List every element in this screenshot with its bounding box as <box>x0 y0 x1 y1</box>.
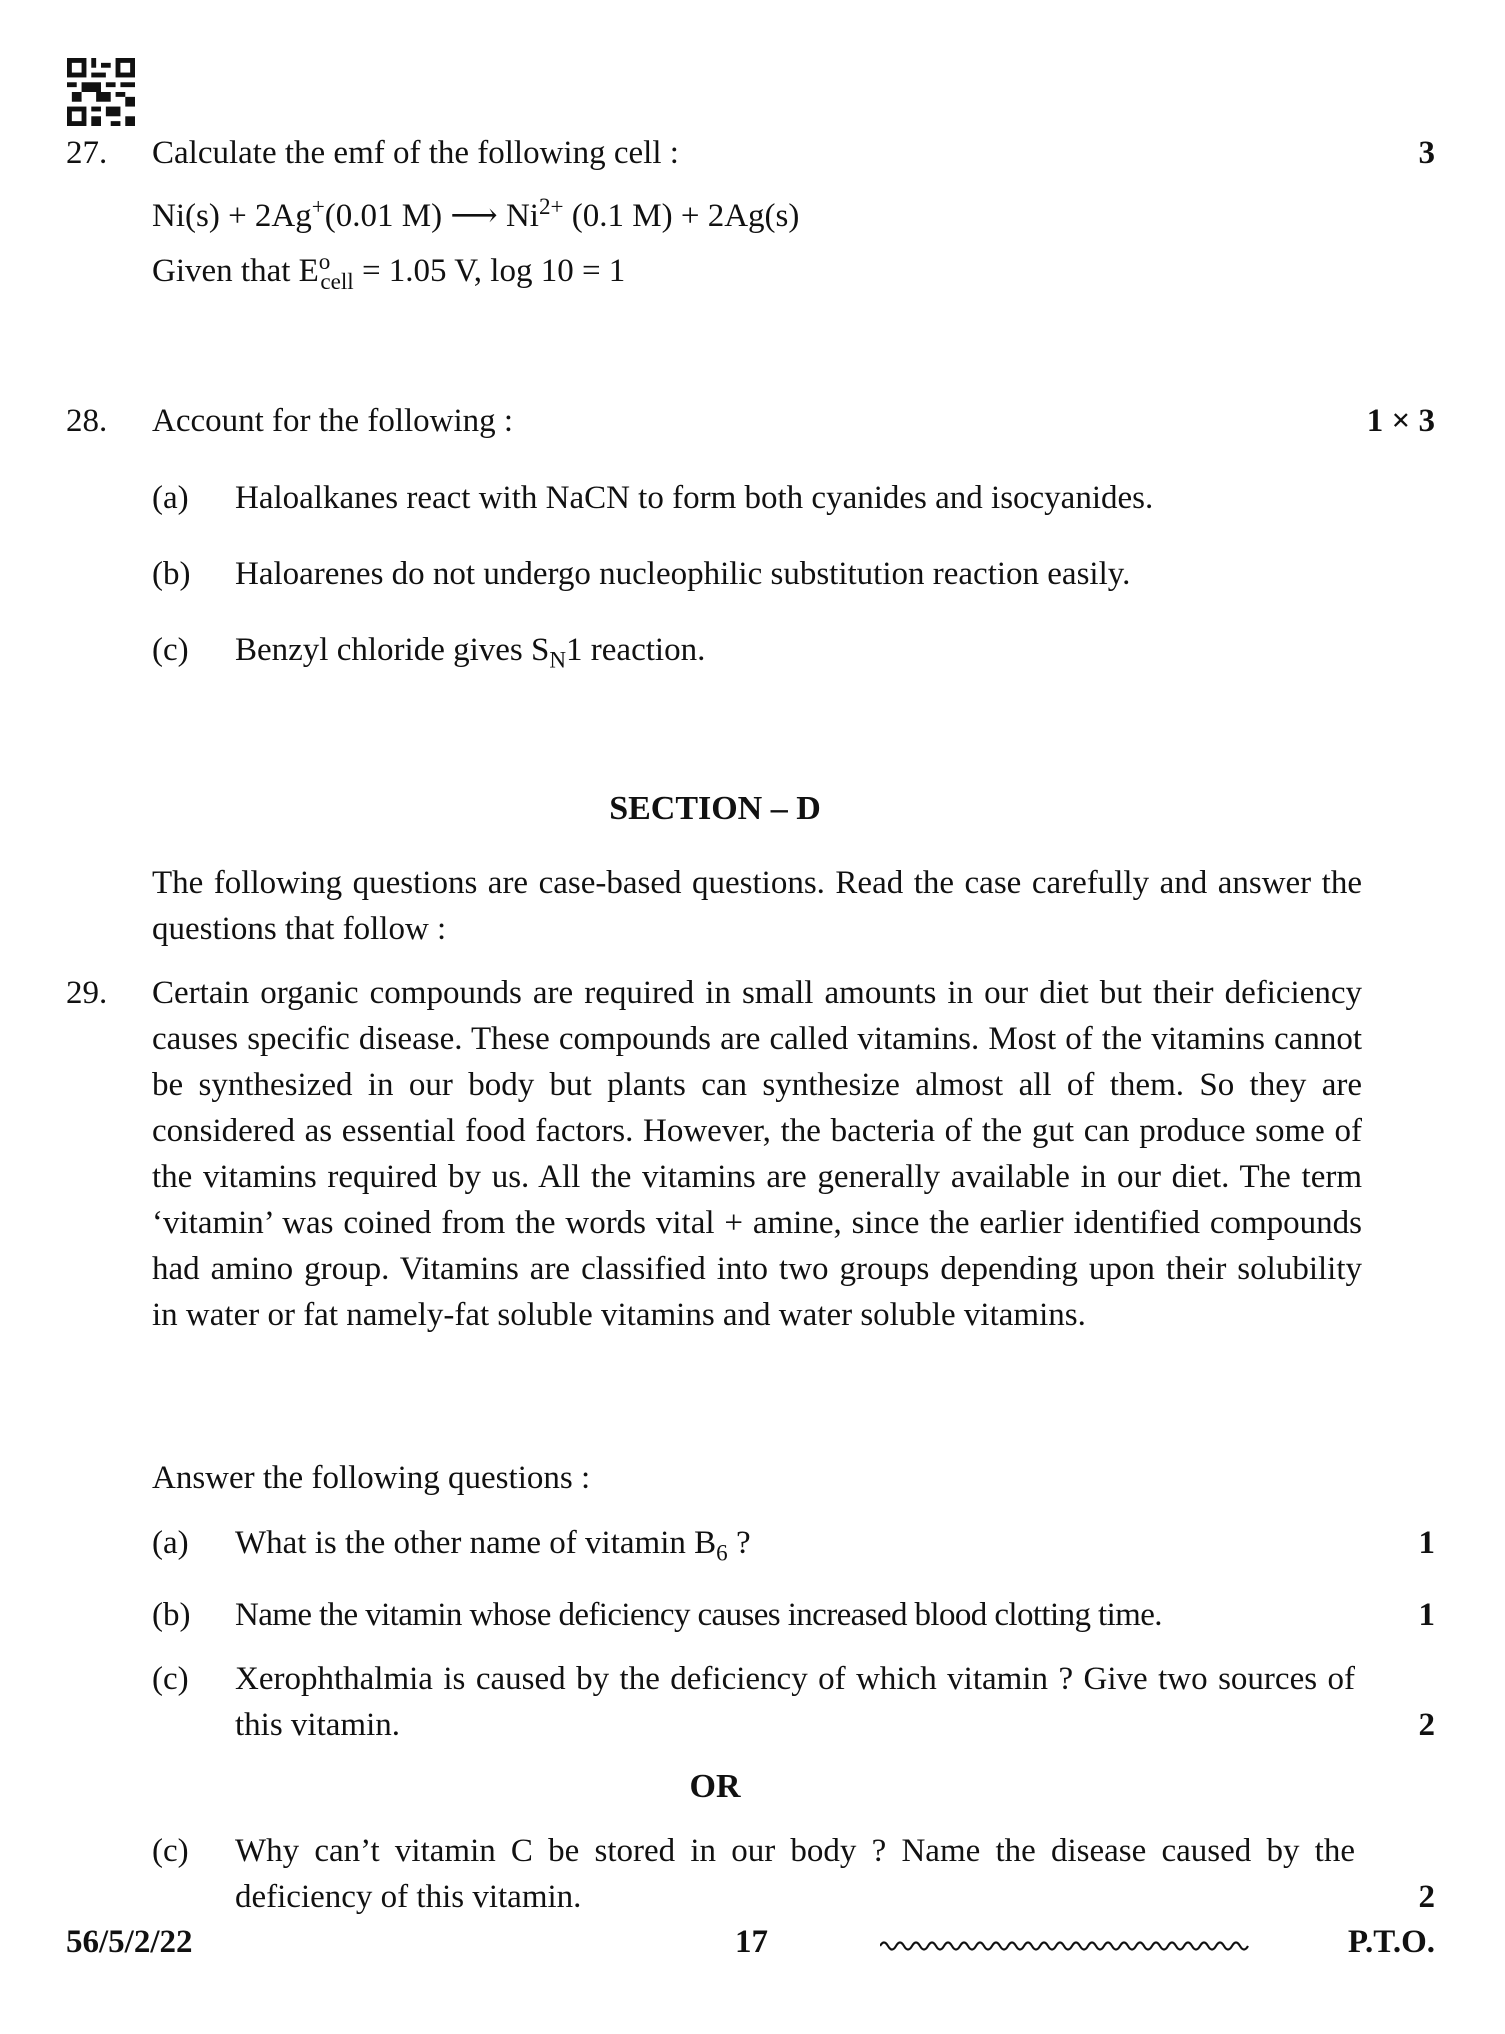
question-28a-label: (a) <box>152 480 189 516</box>
question-29-instruction: Answer the following questions : <box>152 1460 591 1496</box>
question-27-marks: 3 <box>1418 135 1435 171</box>
question-29c-label: (c) <box>152 1661 189 1697</box>
question-27-number: 27. <box>66 135 108 171</box>
question-27-equation: Ni(s) + 2Ag+(0.01 M) ⟶ $Ni^{2+}$ (0.1 M) + 2Ag(s) <box>152 193 800 234</box>
qr-code-icon <box>66 58 136 126</box>
question-29b-marks: 1 <box>1418 1597 1435 1633</box>
question-29a-marks: 1 <box>1418 1525 1435 1561</box>
question-29c-marks: 2 <box>1418 1707 1435 1743</box>
question-29c-alt-label: (c) <box>152 1833 189 1869</box>
paper-code: 56/5/2/22 <box>66 1924 193 1960</box>
question-28b-text: Haloarenes do not undergo nucleophilic substitution reaction easily. <box>235 556 1131 592</box>
question-29a-text: What is the other name of vitamin $B_6$ ? <box>235 1525 751 1566</box>
question-28-text: Account for the following : <box>152 403 514 439</box>
section-d-title: SECTION – D <box>609 790 821 827</box>
page-number: 17 <box>735 1924 768 1960</box>
question-29c-alt-marks: 2 <box>1418 1879 1435 1915</box>
reaction-arrow-icon: ⟶ <box>450 198 498 234</box>
section-d-intro: The following questions are case-based questions. Read the case carefully and answer the questions that follow : <box>152 865 1362 947</box>
question-29c-text: Xerophthalmia is caused by the deficiency of which vitamin ? Give two sources of this vitamin. <box>235 1661 1355 1743</box>
question-29b-text: Name the vitamin whose deficiency causes increased blood clotting time. <box>235 1597 1162 1633</box>
question-28-marks: 1 × 3 <box>1366 403 1435 439</box>
question-28b-label: (b) <box>152 556 191 592</box>
wavy-line-icon <box>880 1938 1250 1954</box>
question-28a-text: Haloalkanes react with NaCN to form both cyanides and isocyanides. <box>235 480 1154 516</box>
please-turn-over: P.T.O. <box>1347 1924 1435 1960</box>
or-separator: OR <box>689 1768 741 1805</box>
question-28c-label: (c) <box>152 632 189 668</box>
question-29b-label: (b) <box>152 1597 191 1633</box>
question-27-given: Given that $E^o_{cell} = 1.05$ V, log 10 = 1 <box>152 248 626 294</box>
question-29-number: 29. <box>66 975 108 1011</box>
question-28c-text: Benzyl chloride gives $S_N1$ reaction. <box>235 632 706 673</box>
question-29-passage: Certain organic compounds are required in small amounts in our diet but their deficiency causes specific disease. These compounds are called vitamins. Most of the vitamins cannot be synthesized in our body but plants can synthesize almost all of them. So they are considered as essential food factors. However, the bacteria of the gut can produce some of the vitamins required by us. All the vitamins are generally available in our diet. The term ‘vitamin’ was coined from the words vital + amine, since the earlier identified compounds had amino group. Vitamins are classified into two groups depending upon their solubility in water or fat namely-fat soluble vitamins and water soluble vitamins. <box>152 975 1362 1333</box>
question-29c-alt-text: Why can’t vitamin C be stored in our body ? Name the disease caused by the deficiency of this vitamin. <box>235 1833 1355 1915</box>
question-27-text: Calculate the emf of the following cell : <box>152 135 679 171</box>
question-28-number: 28. <box>66 403 108 439</box>
question-29a-label: (a) <box>152 1525 189 1561</box>
